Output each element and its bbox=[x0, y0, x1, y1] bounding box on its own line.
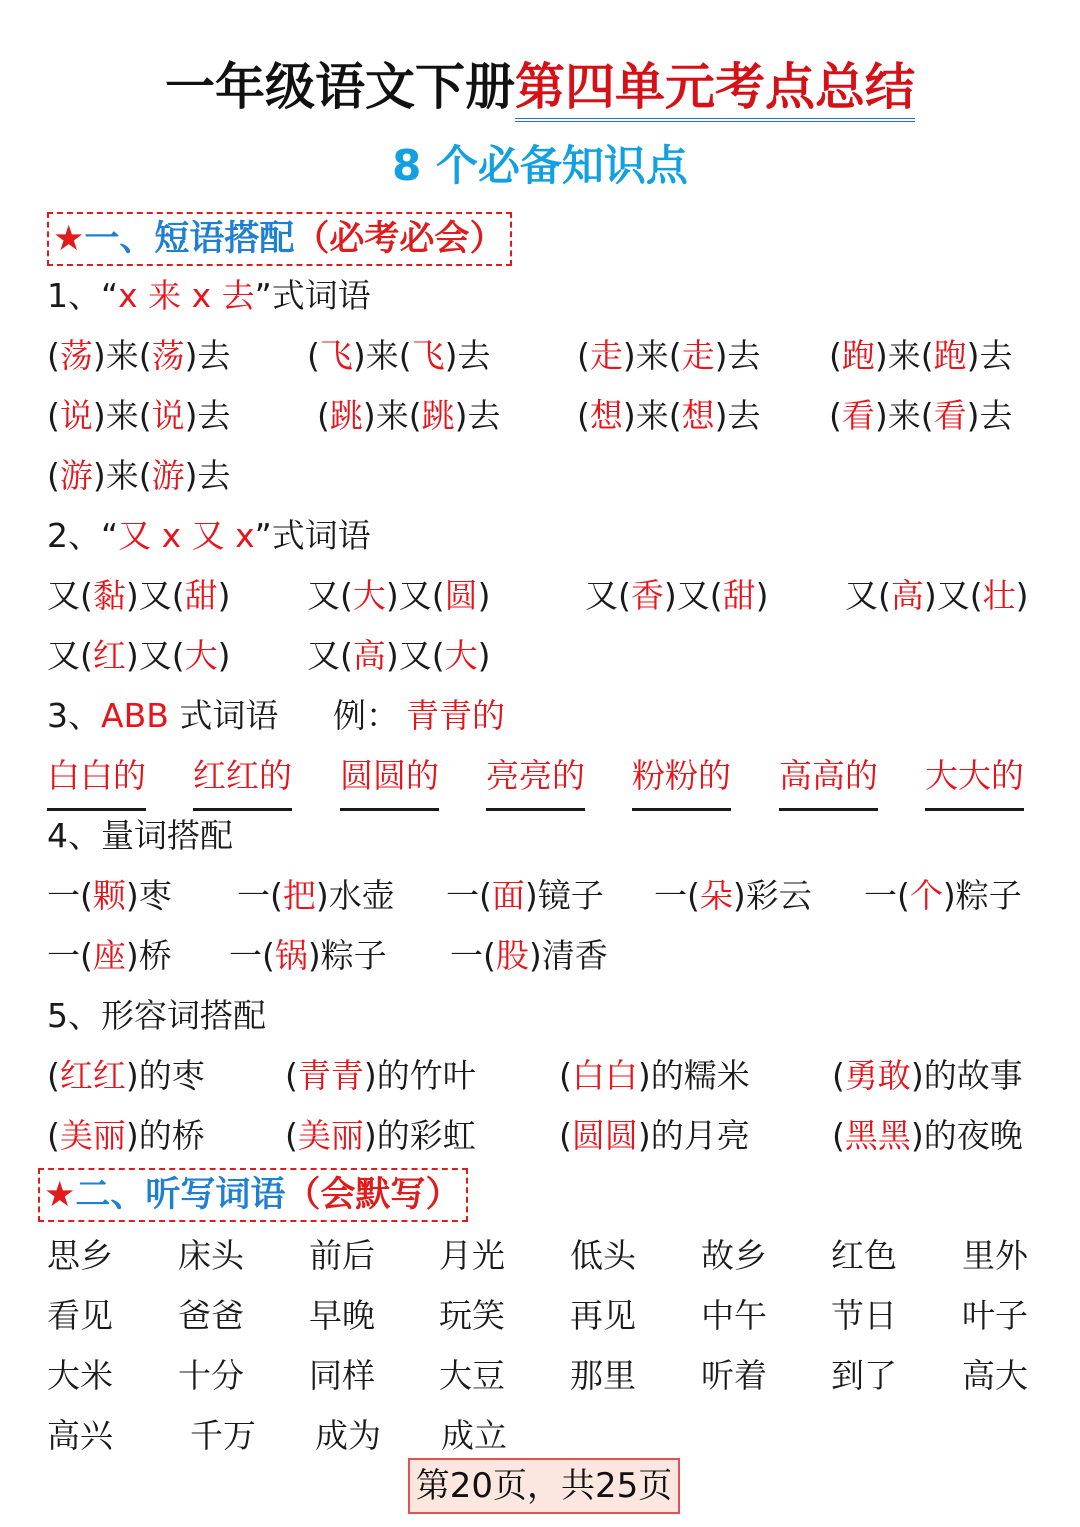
title-part1: 一年级语文下册 bbox=[165, 58, 515, 116]
abb-word: 高高的 bbox=[779, 746, 878, 811]
dictation-word: 再见 bbox=[570, 1296, 636, 1335]
dictation-word: 玩笑 bbox=[439, 1296, 505, 1335]
adjective-item: (勇敢)的故事 bbox=[832, 1056, 1023, 1095]
adjective-item: (青青)的竹叶 bbox=[285, 1056, 476, 1095]
dictation-word: 看见 bbox=[47, 1296, 113, 1335]
phrase-row bbox=[0, 626, 1080, 686]
example-label: 例： bbox=[333, 696, 399, 735]
phrase-item: (看)来(看)去 bbox=[829, 396, 1013, 435]
measure-item: 一(个)粽子 bbox=[864, 876, 1022, 915]
dictation-word: 听着 bbox=[701, 1356, 767, 1395]
abb-word: 白白的 bbox=[47, 746, 146, 811]
subheading-1: 1、“x 来 x 去”式词语 bbox=[47, 276, 371, 315]
dictation-word: 中午 bbox=[701, 1296, 767, 1335]
dictation-word: 前后 bbox=[309, 1236, 375, 1275]
measure-item: 一(把)水壶 bbox=[237, 876, 395, 915]
phrase-item: (跳)来(跳)去 bbox=[317, 396, 501, 435]
dictation-word: 大豆 bbox=[439, 1356, 505, 1395]
measure-item: 一(颗)枣 bbox=[47, 876, 172, 915]
subheading-4: 4、量词搭配 bbox=[47, 816, 233, 855]
dictation-word: 爸爸 bbox=[178, 1296, 244, 1335]
section-title: 一、短语搭配 bbox=[84, 219, 295, 259]
adjective-item: (红红)的枣 bbox=[47, 1056, 205, 1095]
phrase-row bbox=[0, 566, 1080, 626]
measure-item: 一(朵)彩云 bbox=[654, 876, 812, 915]
pattern-text: ABB bbox=[101, 696, 169, 735]
page-title bbox=[0, 52, 1080, 122]
abb-word: 圆圆的 bbox=[340, 746, 439, 811]
section-note: 会默写 bbox=[320, 1175, 426, 1215]
subheading-5: 5、形容词搭配 bbox=[47, 996, 266, 1035]
dictation-word: 月光 bbox=[439, 1236, 505, 1275]
dictation-word: 高兴 bbox=[47, 1416, 113, 1455]
dictation-row bbox=[0, 1346, 1080, 1406]
dictation-word: 那里 bbox=[570, 1356, 636, 1395]
section-note: 必考必会 bbox=[329, 219, 470, 259]
dictation-word: 千万 bbox=[190, 1416, 256, 1455]
phrase-item: (飞)来(飞)去 bbox=[307, 336, 491, 375]
dictation-word: 思乡 bbox=[47, 1236, 113, 1275]
dictation-word: 叶子 bbox=[962, 1296, 1028, 1335]
phrase-item: (走)来(走)去 bbox=[577, 336, 761, 375]
adjective-item: (黑黑)的夜晚 bbox=[832, 1116, 1023, 1155]
phrase-item: 又(红)又(大) bbox=[47, 636, 231, 675]
page-number-badge: 第20页，共25页 bbox=[408, 1458, 680, 1514]
phrase-item: 又(大)又(圆) bbox=[307, 576, 491, 615]
phrase-item: (游)来(游)去 bbox=[47, 456, 231, 495]
phrase-item: (跑)来(跑)去 bbox=[829, 336, 1013, 375]
pattern-text: 又 x 又 x bbox=[118, 516, 255, 555]
measure-item: 一(锅)粽子 bbox=[229, 936, 387, 975]
phrase-row bbox=[0, 326, 1080, 386]
section-header-2: ★二、听写词语（会默写） bbox=[38, 1168, 468, 1222]
dictation-word: 节日 bbox=[831, 1296, 897, 1335]
dictation-word: 高大 bbox=[962, 1356, 1028, 1395]
adjective-item: (圆圆)的月亮 bbox=[559, 1116, 750, 1155]
abb-word-row bbox=[0, 746, 1080, 806]
dictation-word: 大米 bbox=[47, 1356, 113, 1395]
dictation-word: 红色 bbox=[831, 1236, 897, 1275]
star-icon: ★ bbox=[53, 219, 85, 259]
phrase-item: 又(香)又(甜) bbox=[585, 576, 769, 615]
phrase-row bbox=[0, 446, 1080, 506]
adjective-row bbox=[0, 1046, 1080, 1106]
adjective-row bbox=[0, 1106, 1080, 1166]
title-part2: 第四单元考点总结 bbox=[515, 58, 915, 122]
adjective-item: (美丽)的桥 bbox=[47, 1116, 205, 1155]
phrase-item: 又(高)又(大) bbox=[307, 636, 491, 675]
measure-item: 一(座)桥 bbox=[47, 936, 172, 975]
adjective-item: (美丽)的彩虹 bbox=[285, 1116, 476, 1155]
measure-row bbox=[0, 866, 1080, 926]
phrase-item: (荡)来(荡)去 bbox=[47, 336, 231, 375]
abb-word: 亮亮的 bbox=[486, 746, 585, 811]
pattern-text: x 来 x 去 bbox=[118, 276, 255, 315]
phrase-item: 又(高)又(壮) bbox=[845, 576, 1029, 615]
phrase-item: 又(黏)又(甜) bbox=[47, 576, 231, 615]
star-icon: ★ bbox=[44, 1175, 76, 1215]
phrase-row bbox=[0, 386, 1080, 446]
measure-row bbox=[0, 926, 1080, 986]
dictation-word: 床头 bbox=[178, 1236, 244, 1275]
dictation-word: 早晚 bbox=[309, 1296, 375, 1335]
subheading-2: 2、“又 x 又 x”式词语 bbox=[47, 516, 371, 555]
section-title: 二、听写词语 bbox=[75, 1175, 286, 1215]
phrase-item: (说)来(说)去 bbox=[47, 396, 231, 435]
measure-item: 一(面)镜子 bbox=[446, 876, 604, 915]
abb-word: 红红的 bbox=[193, 746, 292, 811]
dictation-word: 低头 bbox=[570, 1236, 636, 1275]
section-header-1: ★一、短语搭配（必考必会） bbox=[47, 212, 512, 266]
dictation-word: 到了 bbox=[831, 1356, 897, 1395]
abb-word: 粉粉的 bbox=[632, 746, 731, 811]
abb-word: 大大的 bbox=[925, 746, 1024, 811]
measure-item: 一(股)清香 bbox=[450, 936, 608, 975]
example-word: 青青的 bbox=[406, 696, 505, 735]
dictation-word: 成立 bbox=[441, 1416, 507, 1455]
dictation-row bbox=[0, 1226, 1080, 1286]
dictation-row bbox=[0, 1406, 1080, 1466]
dictation-word: 故乡 bbox=[701, 1236, 767, 1275]
adjective-item: (白白)的糯米 bbox=[559, 1056, 750, 1095]
page-subtitle: 8 个必备知识点 bbox=[392, 141, 688, 190]
dictation-word: 里外 bbox=[962, 1236, 1028, 1275]
subheading-3: 3、ABB 式词语 例： 青青的 bbox=[0, 686, 1080, 746]
dictation-word: 成为 bbox=[315, 1416, 381, 1455]
dictation-row bbox=[0, 1286, 1080, 1346]
dictation-word: 同样 bbox=[309, 1356, 375, 1395]
dictation-word: 十分 bbox=[178, 1356, 244, 1395]
phrase-item: (想)来(想)去 bbox=[577, 396, 761, 435]
